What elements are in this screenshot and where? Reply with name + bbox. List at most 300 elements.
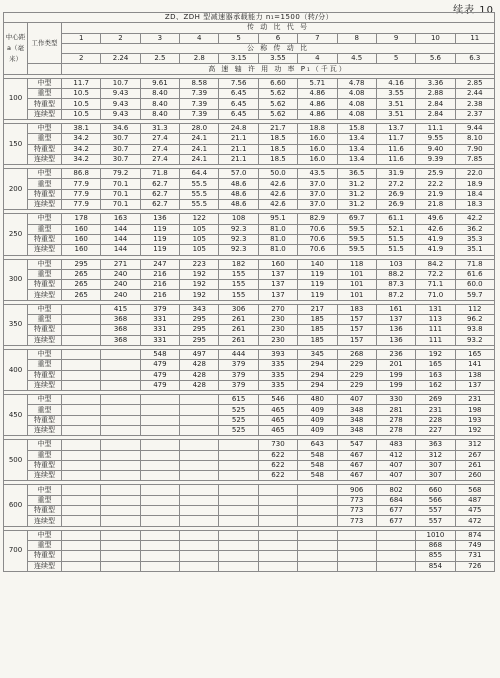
power-value-cell: 5.71 xyxy=(298,78,337,88)
power-value-cell: 16.0 xyxy=(298,134,337,144)
power-value-cell xyxy=(62,360,101,370)
work-type-cell: 重型 xyxy=(28,269,62,279)
power-value-cell xyxy=(62,440,101,450)
power-value-cell: 69.7 xyxy=(337,214,376,224)
power-value-cell: 278 xyxy=(376,415,415,425)
power-value-cell: 8.40 xyxy=(140,99,179,109)
power-value-cell: 9.61 xyxy=(140,78,179,88)
power-value-cell: 9.43 xyxy=(101,89,140,99)
work-type-cell: 连续型 xyxy=(28,109,62,119)
work-type-cell: 中型 xyxy=(28,395,62,405)
power-value-cell: 13.4 xyxy=(337,154,376,164)
power-value-cell: 773 xyxy=(337,495,376,505)
work-type-cell: 重型 xyxy=(28,405,62,415)
power-value-cell: 335 xyxy=(258,360,297,370)
power-value-cell xyxy=(62,561,101,571)
power-value-cell xyxy=(101,551,140,561)
table-row xyxy=(4,471,495,481)
table-row xyxy=(4,99,495,109)
power-value-cell: 407 xyxy=(376,471,415,481)
power-value-cell: 9.43 xyxy=(101,109,140,119)
power-value-cell: 268 xyxy=(337,349,376,359)
work-type-cell: 重型 xyxy=(28,179,62,189)
power-value-cell: 231 xyxy=(416,405,455,415)
power-value-cell: 22.0 xyxy=(455,169,494,179)
table-row xyxy=(4,214,495,224)
work-type-cell: 中型 xyxy=(28,349,62,359)
power-value-cell: 30.7 xyxy=(101,144,140,154)
power-value-cell xyxy=(298,506,337,516)
power-value-cell: 34.6 xyxy=(101,123,140,133)
power-value-cell: 11.7 xyxy=(376,134,415,144)
work-type-cell: 中型 xyxy=(28,123,62,133)
work-type-cell: 连续型 xyxy=(28,335,62,345)
table-row xyxy=(4,540,495,550)
power-value-cell xyxy=(140,561,179,571)
ratio-code-cell: 6 xyxy=(258,33,297,43)
power-value-cell: 4.78 xyxy=(337,78,376,88)
power-value-cell: 265 xyxy=(62,280,101,290)
power-value-cell: 122 xyxy=(180,214,219,224)
power-value-cell: 31.3 xyxy=(140,123,179,133)
work-type-cell: 特重型 xyxy=(28,280,62,290)
power-value-cell: 55.5 xyxy=(180,189,219,199)
power-value-cell xyxy=(140,540,179,550)
power-value-cell xyxy=(298,530,337,540)
ratio-code-cell: 8 xyxy=(337,33,376,43)
power-value-cell: 42.2 xyxy=(455,214,494,224)
power-value-cell: 465 xyxy=(258,405,297,415)
power-value-cell: 13.7 xyxy=(376,123,415,133)
power-value-cell: 60.0 xyxy=(455,280,494,290)
power-value-cell xyxy=(140,460,179,470)
nominal-ratio-header: 公 称 传 动 比 xyxy=(62,43,495,53)
nominal-ratio-cell: 2 xyxy=(62,54,101,64)
power-value-cell xyxy=(62,530,101,540)
power-value-cell: 345 xyxy=(298,349,337,359)
power-value-cell: 2.37 xyxy=(455,109,494,119)
table-row xyxy=(4,495,495,505)
power-value-cell: 229 xyxy=(337,360,376,370)
power-value-cell: 548 xyxy=(298,460,337,470)
table-row xyxy=(4,78,495,88)
power-value-cell: 24.1 xyxy=(180,154,219,164)
power-value-cell xyxy=(376,561,415,571)
power-value-cell: 13.4 xyxy=(337,134,376,144)
power-value-cell: 467 xyxy=(337,471,376,481)
power-value-cell: 295 xyxy=(62,259,101,269)
power-value-cell: 4.86 xyxy=(298,109,337,119)
power-value-cell xyxy=(219,495,258,505)
power-value-cell xyxy=(101,370,140,380)
power-value-cell xyxy=(337,530,376,540)
power-value-cell: 236 xyxy=(376,349,415,359)
power-value-cell: 868 xyxy=(416,540,455,550)
table-row xyxy=(4,395,495,405)
power-value-cell: 31.2 xyxy=(337,179,376,189)
power-value-cell xyxy=(140,506,179,516)
power-value-cell: 348 xyxy=(337,405,376,415)
power-value-cell xyxy=(258,561,297,571)
power-value-cell: 95.1 xyxy=(258,214,297,224)
power-value-cell: 30.7 xyxy=(101,154,140,164)
power-value-cell: 61.6 xyxy=(455,269,494,279)
work-type-cell: 重型 xyxy=(28,540,62,550)
power-value-cell: 71.8 xyxy=(455,259,494,269)
table-row xyxy=(4,360,495,370)
power-value-cell: 9.55 xyxy=(416,134,455,144)
power-value-cell xyxy=(180,415,219,425)
power-value-cell: 16.0 xyxy=(298,154,337,164)
power-value-cell: 137 xyxy=(258,280,297,290)
power-value-cell: 119 xyxy=(140,224,179,234)
power-value-cell: 261 xyxy=(219,325,258,335)
power-value-cell: 335 xyxy=(258,370,297,380)
center-distance-header: 中心距 a（毫米） xyxy=(4,23,28,74)
power-value-cell xyxy=(62,395,101,405)
power-value-cell: 261 xyxy=(455,460,494,470)
power-value-cell xyxy=(219,485,258,495)
power-value-cell: 138 xyxy=(455,370,494,380)
power-value-cell: 229 xyxy=(337,380,376,390)
table-row xyxy=(4,380,495,390)
power-value-cell: 2.84 xyxy=(416,109,455,119)
nominal-ratio-cell: 4 xyxy=(298,54,337,64)
power-value-cell xyxy=(101,530,140,540)
power-value-cell: 393 xyxy=(258,349,297,359)
power-value-cell: 261 xyxy=(219,315,258,325)
power-value-cell: 13.4 xyxy=(337,144,376,154)
table-row xyxy=(4,485,495,495)
table-row xyxy=(4,561,495,571)
table-row xyxy=(4,551,495,561)
power-value-cell: 42.6 xyxy=(416,224,455,234)
power-value-cell: 105 xyxy=(180,224,219,234)
power-value-cell xyxy=(180,495,219,505)
power-value-cell: 192 xyxy=(180,280,219,290)
power-value-cell: 409 xyxy=(298,405,337,415)
power-value-cell: 55.5 xyxy=(180,179,219,189)
power-value-cell xyxy=(62,450,101,460)
power-value-cell xyxy=(180,540,219,550)
power-value-cell xyxy=(101,380,140,390)
power-value-cell xyxy=(180,405,219,415)
power-value-cell: 178 xyxy=(62,214,101,224)
table-row xyxy=(4,335,495,345)
power-value-cell: 9.40 xyxy=(416,144,455,154)
power-value-cell xyxy=(258,551,297,561)
power-value-cell: 71.0 xyxy=(416,290,455,300)
power-value-cell: 27.4 xyxy=(140,134,179,144)
power-value-cell: 348 xyxy=(337,425,376,435)
power-value-cell: 267 xyxy=(455,450,494,460)
power-value-cell: 16.0 xyxy=(298,144,337,154)
power-value-cell: 6.45 xyxy=(219,99,258,109)
power-value-cell: 5.62 xyxy=(258,99,297,109)
center-distance-cell: 100 xyxy=(4,78,28,119)
center-distance-cell: 300 xyxy=(4,259,28,300)
power-value-cell xyxy=(62,471,101,481)
power-value-cell xyxy=(258,540,297,550)
table-row xyxy=(4,234,495,244)
power-value-cell: 59.5 xyxy=(337,245,376,255)
power-value-cell: 10.5 xyxy=(62,109,101,119)
power-value-cell: 677 xyxy=(376,516,415,526)
power-value-cell: 295 xyxy=(180,325,219,335)
power-value-cell xyxy=(337,551,376,561)
power-value-cell: 30.7 xyxy=(101,134,140,144)
power-value-cell: 548 xyxy=(140,349,179,359)
power-value-cell xyxy=(180,450,219,460)
power-value-cell: 660 xyxy=(416,485,455,495)
ratio-code-cell: 9 xyxy=(376,33,415,43)
table-row xyxy=(4,280,495,290)
power-value-cell: 70.6 xyxy=(298,234,337,244)
power-value-cell: 157 xyxy=(337,315,376,325)
power-value-cell: 70.6 xyxy=(298,245,337,255)
power-value-cell: 4.16 xyxy=(376,78,415,88)
title-row xyxy=(4,13,495,23)
power-value-cell: 802 xyxy=(376,485,415,495)
table-row xyxy=(4,290,495,300)
work-type-header: 工作类型 xyxy=(28,23,62,64)
center-distance-cell: 250 xyxy=(4,214,28,255)
power-value-cell xyxy=(219,506,258,516)
power-value-cell: 622 xyxy=(258,450,297,460)
ratio-code-cell: 4 xyxy=(180,33,219,43)
power-value-cell: 35.3 xyxy=(455,234,494,244)
table-row xyxy=(4,245,495,255)
power-value-cell: 428 xyxy=(180,360,219,370)
power-value-cell: 3.51 xyxy=(376,99,415,109)
nominal-ratio-cell: 3.55 xyxy=(258,54,297,64)
power-value-cell: 185 xyxy=(298,315,337,325)
power-value-cell: 27.2 xyxy=(376,179,415,189)
power-value-cell: 479 xyxy=(140,360,179,370)
power-value-cell: 50.0 xyxy=(258,169,297,179)
table-row xyxy=(4,349,495,359)
power-value-cell: 684 xyxy=(376,495,415,505)
power-value-cell: 216 xyxy=(140,269,179,279)
ratio-code-cell: 1 xyxy=(62,33,101,43)
power-value-cell: 52.1 xyxy=(376,224,415,234)
power-value-cell: 278 xyxy=(376,425,415,435)
power-value-cell xyxy=(101,506,140,516)
power-value-cell: 3.55 xyxy=(376,89,415,99)
power-value-cell: 157 xyxy=(337,325,376,335)
power-value-cell: 41.9 xyxy=(416,234,455,244)
power-value-cell xyxy=(101,495,140,505)
power-value-cell: 265 xyxy=(62,269,101,279)
power-value-cell: 163 xyxy=(416,370,455,380)
power-value-cell: 162 xyxy=(416,380,455,390)
power-value-cell: 137 xyxy=(258,269,297,279)
center-distance-cell: 350 xyxy=(4,304,28,345)
table-row xyxy=(4,530,495,540)
power-value-cell xyxy=(258,506,297,516)
power-title: 高 速 轴 许 用 功 率 P₁（千瓦） xyxy=(62,64,495,74)
power-value-cell: 2.38 xyxy=(455,99,494,109)
power-value-cell: 216 xyxy=(140,280,179,290)
power-value-cell xyxy=(180,440,219,450)
power-value-cell: 2.84 xyxy=(416,99,455,109)
power-value-cell: 37.0 xyxy=(298,179,337,189)
power-value-cell: 70.1 xyxy=(101,189,140,199)
power-value-cell: 223 xyxy=(180,259,219,269)
power-value-cell: 9.44 xyxy=(455,123,494,133)
power-value-cell xyxy=(180,395,219,405)
work-type-cell: 特重型 xyxy=(28,189,62,199)
power-value-cell: 261 xyxy=(219,335,258,345)
power-value-cell: 112 xyxy=(455,304,494,314)
power-value-cell: 157 xyxy=(337,335,376,345)
power-value-cell: 101 xyxy=(337,290,376,300)
power-value-cell xyxy=(140,395,179,405)
power-value-cell: 487 xyxy=(455,495,494,505)
work-type-cell: 连续型 xyxy=(28,516,62,526)
table-row xyxy=(4,506,495,516)
power-value-cell xyxy=(258,516,297,526)
power-value-cell: 59.5 xyxy=(337,234,376,244)
power-value-cell: 119 xyxy=(140,234,179,244)
power-value-cell: 525 xyxy=(219,405,258,415)
power-value-cell xyxy=(376,551,415,561)
power-value-cell: 155 xyxy=(219,290,258,300)
table-row xyxy=(4,516,495,526)
power-value-cell: 48.6 xyxy=(219,189,258,199)
power-value-cell: 247 xyxy=(140,259,179,269)
power-value-cell: 92.3 xyxy=(219,234,258,244)
power-value-cell: 72.2 xyxy=(416,269,455,279)
power-value-cell: 773 xyxy=(337,506,376,516)
power-value-cell: 854 xyxy=(416,561,455,571)
power-value-cell: 192 xyxy=(180,290,219,300)
power-value-cell: 2.85 xyxy=(455,78,494,88)
work-type-spacer xyxy=(28,64,62,74)
power-value-cell: 28.0 xyxy=(180,123,219,133)
power-value-cell: 9.43 xyxy=(101,99,140,109)
power-value-cell: 295 xyxy=(180,315,219,325)
power-value-cell xyxy=(298,485,337,495)
power-value-cell: 201 xyxy=(376,360,415,370)
power-value-cell: 105 xyxy=(180,234,219,244)
power-value-cell: 547 xyxy=(337,440,376,450)
power-value-cell: 5.62 xyxy=(258,89,297,99)
power-value-cell: 34.2 xyxy=(62,154,101,164)
power-value-cell: 294 xyxy=(298,360,337,370)
power-value-cell: 368 xyxy=(101,315,140,325)
table-row xyxy=(4,123,495,133)
power-value-cell: 31.2 xyxy=(337,200,376,210)
power-value-cell xyxy=(62,405,101,415)
power-value-cell: 6.60 xyxy=(258,78,297,88)
power-value-cell: 160 xyxy=(62,224,101,234)
power-value-cell: 2.88 xyxy=(416,89,455,99)
power-value-cell: 93.8 xyxy=(455,325,494,335)
power-value-cell xyxy=(101,540,140,550)
power-value-cell: 407 xyxy=(376,460,415,470)
power-value-cell: 48.6 xyxy=(219,179,258,189)
power-value-cell: 18.8 xyxy=(298,123,337,133)
power-value-cell: 93.2 xyxy=(455,335,494,345)
power-value-cell: 472 xyxy=(455,516,494,526)
power-value-cell: 136 xyxy=(376,325,415,335)
power-value-cell: 230 xyxy=(258,325,297,335)
power-value-cell: 4.86 xyxy=(298,89,337,99)
power-value-cell: 525 xyxy=(219,415,258,425)
power-value-cell: 18.5 xyxy=(258,134,297,144)
power-value-cell: 119 xyxy=(140,245,179,255)
power-value-cell: 11.1 xyxy=(416,123,455,133)
power-value-cell: 11.6 xyxy=(376,154,415,164)
work-type-cell: 中型 xyxy=(28,78,62,88)
table-row xyxy=(4,405,495,415)
power-value-cell: 773 xyxy=(337,516,376,526)
power-value-cell: 11.6 xyxy=(376,144,415,154)
power-value-cell: 25.9 xyxy=(416,169,455,179)
power-value-cell: 51.5 xyxy=(376,234,415,244)
power-value-cell: 163 xyxy=(101,214,140,224)
power-value-cell: 140 xyxy=(298,259,337,269)
power-value-cell xyxy=(219,460,258,470)
power-value-cell xyxy=(62,460,101,470)
table-title: ZD、ZDH 型减速器承载能力 n₁=1500（转/分） xyxy=(4,13,495,23)
power-value-cell: 62.7 xyxy=(140,189,179,199)
power-value-cell xyxy=(140,415,179,425)
center-distance-cell: 450 xyxy=(4,395,28,436)
power-value-cell: 228 xyxy=(416,415,455,425)
power-value-cell: 8.58 xyxy=(180,78,219,88)
power-value-cell: 82.9 xyxy=(298,214,337,224)
power-value-cell: 240 xyxy=(101,290,140,300)
power-value-cell: 131 xyxy=(416,304,455,314)
work-type-cell: 连续型 xyxy=(28,245,62,255)
power-value-cell: 230 xyxy=(258,315,297,325)
power-value-cell xyxy=(101,395,140,405)
power-value-cell: 2.44 xyxy=(455,89,494,99)
power-value-cell xyxy=(62,516,101,526)
power-value-cell xyxy=(140,551,179,561)
power-value-cell: 8.40 xyxy=(140,109,179,119)
power-value-cell xyxy=(62,349,101,359)
power-value-cell: 21.1 xyxy=(219,134,258,144)
work-type-cell: 中型 xyxy=(28,304,62,314)
power-value-cell xyxy=(219,561,258,571)
power-value-cell: 155 xyxy=(219,280,258,290)
work-type-cell: 连续型 xyxy=(28,290,62,300)
power-value-cell: 51.5 xyxy=(376,245,415,255)
power-value-cell xyxy=(337,540,376,550)
power-value-cell xyxy=(219,440,258,450)
power-value-cell xyxy=(62,506,101,516)
power-value-cell: 227 xyxy=(416,425,455,435)
power-value-cell: 141 xyxy=(455,360,494,370)
power-value-cell: 88.2 xyxy=(376,269,415,279)
power-value-cell: 119 xyxy=(298,269,337,279)
power-value-cell: 81.0 xyxy=(258,234,297,244)
power-value-cell: 118 xyxy=(337,259,376,269)
power-value-cell: 615 xyxy=(219,395,258,405)
power-value-cell: 198 xyxy=(455,405,494,415)
power-value-cell: 548 xyxy=(298,471,337,481)
power-value-cell: 199 xyxy=(376,370,415,380)
power-value-cell: 62.7 xyxy=(140,200,179,210)
power-value-cell: 103 xyxy=(376,259,415,269)
power-value-cell: 7.39 xyxy=(180,89,219,99)
power-value-cell: 6.45 xyxy=(219,89,258,99)
power-value-cell: 34.2 xyxy=(62,134,101,144)
power-value-cell: 10.7 xyxy=(101,78,140,88)
